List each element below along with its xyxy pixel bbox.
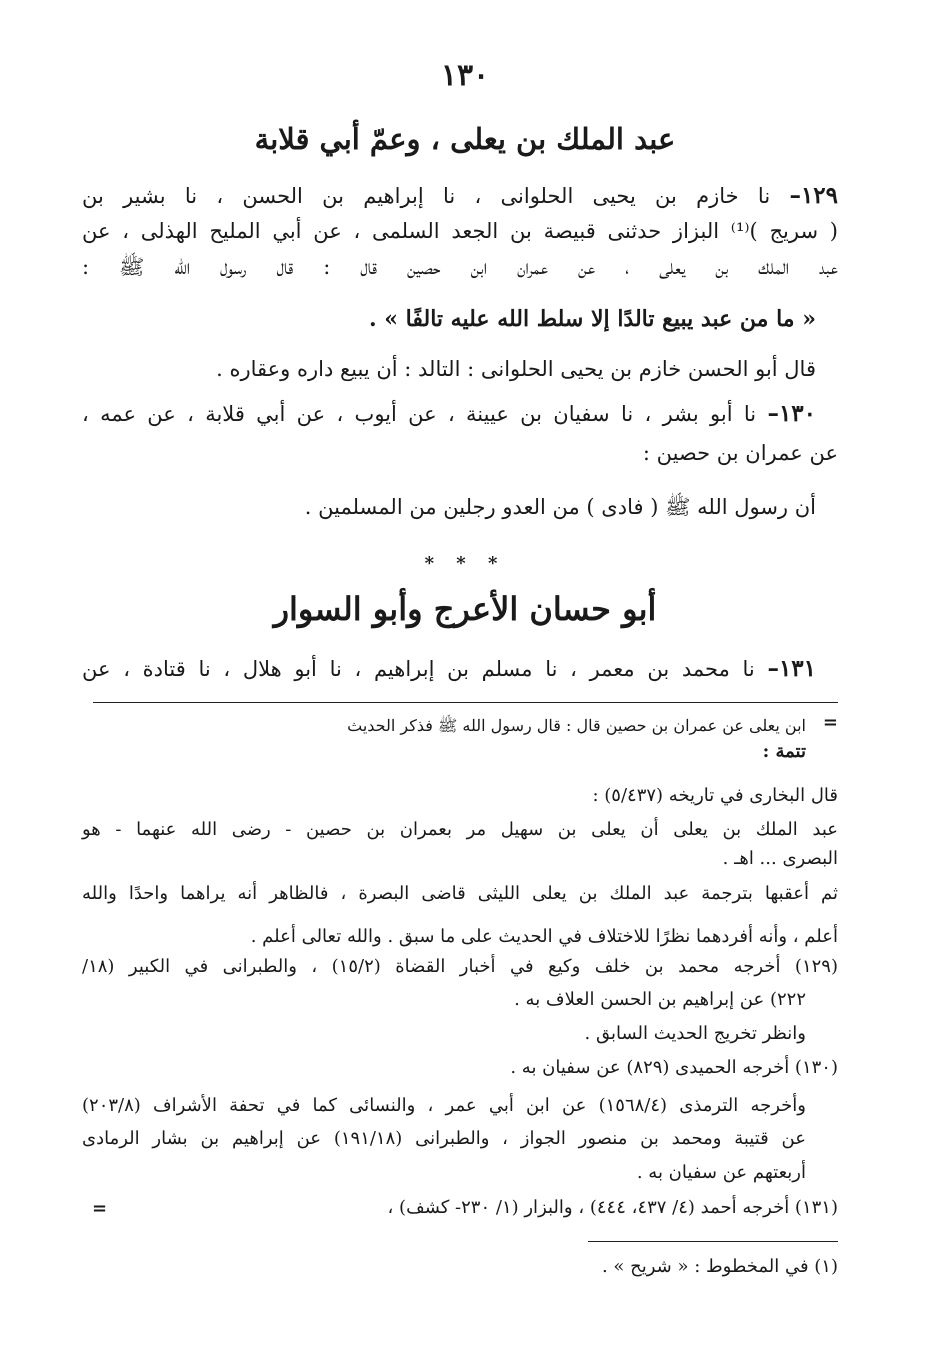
hadith-129-comment: قال أبو الحسن خازم بن يحيى الحلوانى : التالد : أن يبيع داره وعقاره . xyxy=(216,357,816,381)
footnote-commentary-2: أعلم ، وأنه أفردهما نظرًا للاختلاف في الحديث على ما سبق . والله تعالى أعلم . xyxy=(250,926,838,947)
section-title-abu-hassan: أبو حسان الأعرج وأبو السوار xyxy=(273,590,657,628)
footnote-bukhari-quote-1: عبد الملك بن يعلى أن يعلى بن سهيل مر بعمران بن حصين - رضى الله عنهما - هو xyxy=(82,819,838,840)
hadith-129-line-1 xyxy=(82,182,838,210)
hadith-130-line-3: أن رسول الله ﷺ ( فادى ) من العدو رجلين من المسلمين . xyxy=(304,495,816,519)
section-title-abd-al-malik: عبد الملك بن يعلى ، وعمّ أبي قلابة xyxy=(254,122,676,156)
footnote-130-line-3: عن قتيبة ومحمد بن منصور الجواز ، والطبرانى (١٩١/١٨) عن إبراهيم بن بشار الرمادى xyxy=(82,1128,806,1149)
page-number: ١٣٠ xyxy=(440,58,490,93)
footnote-tatimma-heading: تتمة : xyxy=(762,741,806,762)
footnote-separator xyxy=(93,702,838,703)
hadith-129-text-1: نا خازم بن يحيى الحلوانى ، نا إبراهيم بن الحسن ، نا بشير بن xyxy=(82,184,771,208)
hadith-130-line-2: عن عمران بن حصين : xyxy=(642,441,838,465)
footnote-130-line-4: أربعتهم عن سفيان به . xyxy=(636,1162,806,1183)
continuation-mark: = xyxy=(822,712,838,733)
footnote-bukhari-quote-2: البصرى ... اهـ . xyxy=(722,848,838,869)
footnote-129-line-1: (١٢٩) أخرجه محمد بن خلف وكيع في أخبار القضاة (١٥/٢) ، والطبرانى في الكبير (١٨/ xyxy=(82,956,838,977)
footnote-separator-2 xyxy=(588,1241,838,1242)
hadith-129-line-3: عبد الملك بن يعلى ، عن عمران ابن حصين قال : قال رسول الله ﷺ : xyxy=(82,255,838,279)
footnote-bukhari-ref: قال البخارى في تاريخه (٥/٤٣٧) : xyxy=(592,785,838,806)
hadith-129-number: ١٢٩– xyxy=(789,182,838,209)
footnote-129-line-2: ٢٢٢) عن إبراهيم بن الحسن العلاف به . xyxy=(514,989,806,1010)
hadith-131-number: ١٣١– xyxy=(767,655,816,682)
footnote-129-line-3: وانظر تخريج الحديث السابق . xyxy=(584,1023,806,1044)
hadith-131-text-1: نا محمد بن معمر ، نا مسلم بن إبراهيم ، نا أبو هلال ، نا قتادة ، عن xyxy=(82,657,755,681)
section-divider-stars: * * * xyxy=(424,553,506,574)
hadith-131-line-1 xyxy=(82,655,816,683)
hadith-130-number: ١٣٠– xyxy=(767,400,816,427)
footnote-commentary-1: ثم أعقبها بترجمة عبد الملك بن يعلى الليثى قاضى البصرة ، فالظاهر أنه يراهما واحدًا والله xyxy=(82,883,838,904)
footnote-130-line-2: وأخرجه الترمذى (١٥٦٨/٤) عن ابن أبي عمر ، والنسائى كما في تحفة الأشراف (٢٠٣/٨) xyxy=(82,1095,806,1116)
footnote-131-line-1: (١٣١) أخرجه أحمد (٤/ ٤٣٧، ٤٤٤) ، والبزار (١/ ٢٣٠- كشف) ، xyxy=(387,1197,838,1218)
hadith-129-prophetic-text: « ما من عبد يبيع تالدًا إلا سلط الله عليه تالفًا » . xyxy=(368,306,816,332)
continuation-mark-next-page: = xyxy=(92,1198,108,1219)
footnote-continuation: ابن يعلى عن عمران بن حصين قال : قال رسول الله ﷺ فذكر الحديث xyxy=(347,716,806,735)
footnote-1: (١) في المخطوط : « شريح » . xyxy=(601,1256,838,1277)
hadith-130-text-1: نا أبو بشر ، نا سفيان بن عيينة ، عن أيوب ، عن أبي قلابة ، عن عمه ، xyxy=(82,402,757,426)
hadith-130-line-1 xyxy=(82,400,816,428)
footnote-130-line-1: (١٣٠) أخرجه الحميدى (٨٢٩) عن سفيان به . xyxy=(510,1057,838,1078)
hadith-129-line-2: ( سريج )⁽¹⁾ البزاز حدثنى قبيصة بن الجعد السلمى ، عن أبي المليح الهذلى ، عن xyxy=(82,219,838,243)
